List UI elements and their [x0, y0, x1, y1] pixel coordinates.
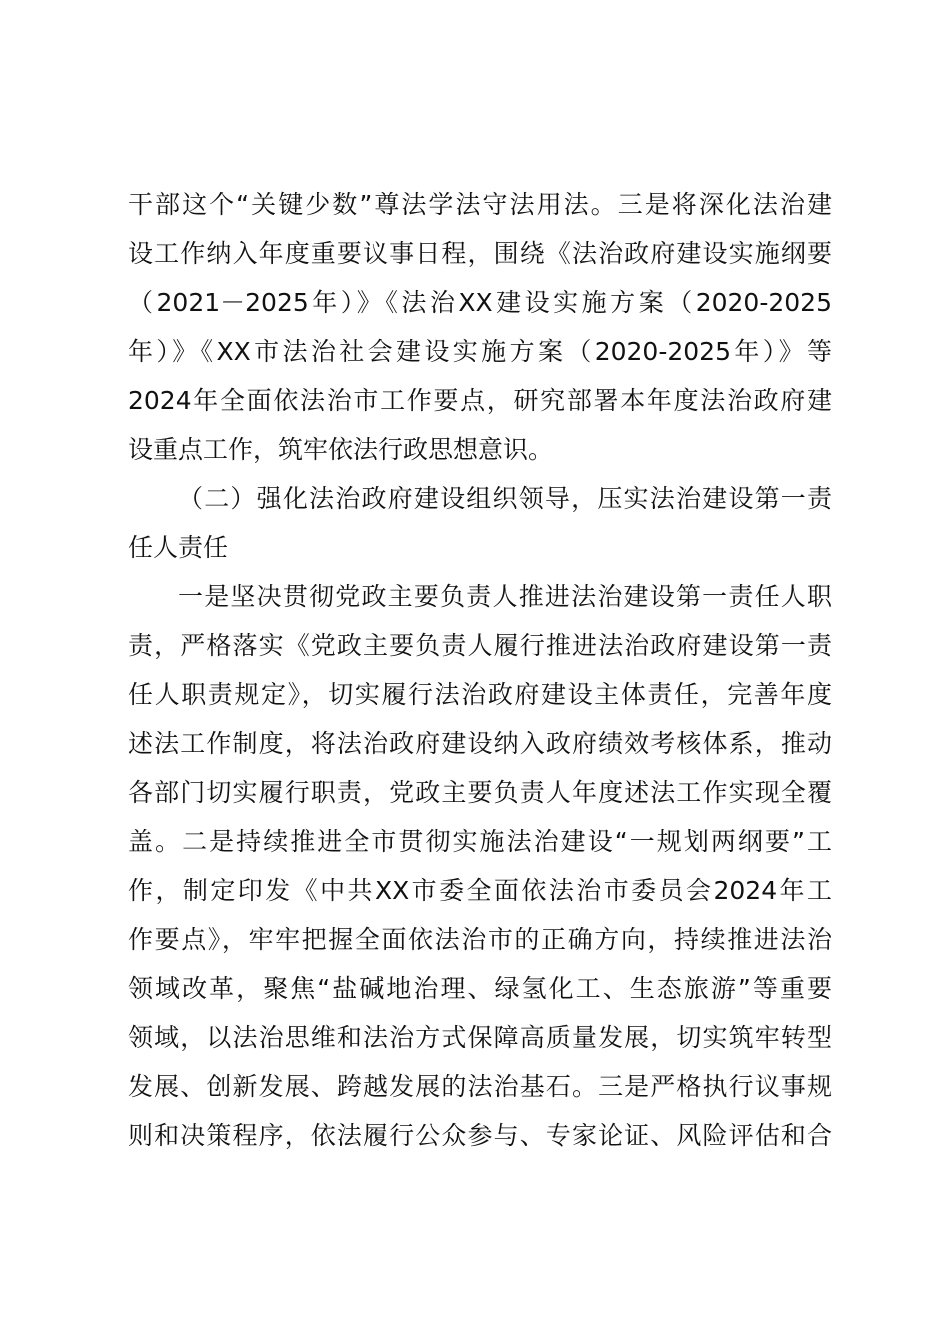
text-line: 发展、创新发展、跨越发展的法治基石。三是严格执行议事规: [128, 1072, 832, 1101]
text-line: 作要点》，牢牢把握全面依法治市的正确方向，持续推进法治: [128, 925, 832, 954]
text-line: 设工作纳入年度重要议事日程，围绕《法治政府建设实施纲要: [128, 239, 832, 268]
text-line: 作，制定印发《中共XX市委全面依法治市委员会2024年工: [128, 876, 832, 905]
text-line: 各部门切实履行职责，党政主要负责人年度述法工作实现全覆: [128, 778, 832, 807]
text-line: 年）》《XX市法治社会建设实施方案（2020-2025年）》等: [128, 337, 832, 366]
text-line: 设重点工作，筑牢依法行政思想意识。: [128, 435, 554, 464]
text-line: 述法工作制度，将法治政府建设纳入政府绩效考核体系，推动: [128, 729, 832, 758]
text-line: 2024年全面依法治市工作要点，研究部署本年度法治政府建: [128, 386, 832, 415]
text-line: 一是坚决贯彻党政主要负责人推进法治建设第一责任人职: [178, 582, 832, 611]
text-line: 干部这个“关键少数”尊法学法守法用法。三是将深化法治建: [128, 190, 832, 219]
text-line: 责，严格落实《党政主要负责人履行推进法治政府建设第一责: [128, 631, 832, 660]
document-body: [128, 180, 832, 1160]
section-heading-line: 任人责任: [128, 533, 229, 562]
text-line: 盖。二是持续推进全市贯彻实施法治建设“一规划两纲要”工: [128, 827, 832, 856]
text-line: （2021－2025年）》《法治XX建设实施方案（2020-2025: [128, 288, 832, 317]
text-line: 领域，以法治思维和法治方式保障高质量发展，切实筑牢转型: [128, 1023, 832, 1052]
text-line: 则和决策程序，依法履行公众参与、专家论证、风险评估和合: [128, 1121, 832, 1150]
text-line: 任人职责规定》，切实履行法治政府建设主体责任，完善年度: [128, 680, 832, 709]
text-line: 领域改革，聚焦“盐碱地治理、绿氢化工、生态旅游”等重要: [128, 974, 832, 1003]
section-heading-line: （二）强化法治政府建设组织领导，压实法治建设第一责: [178, 484, 832, 513]
